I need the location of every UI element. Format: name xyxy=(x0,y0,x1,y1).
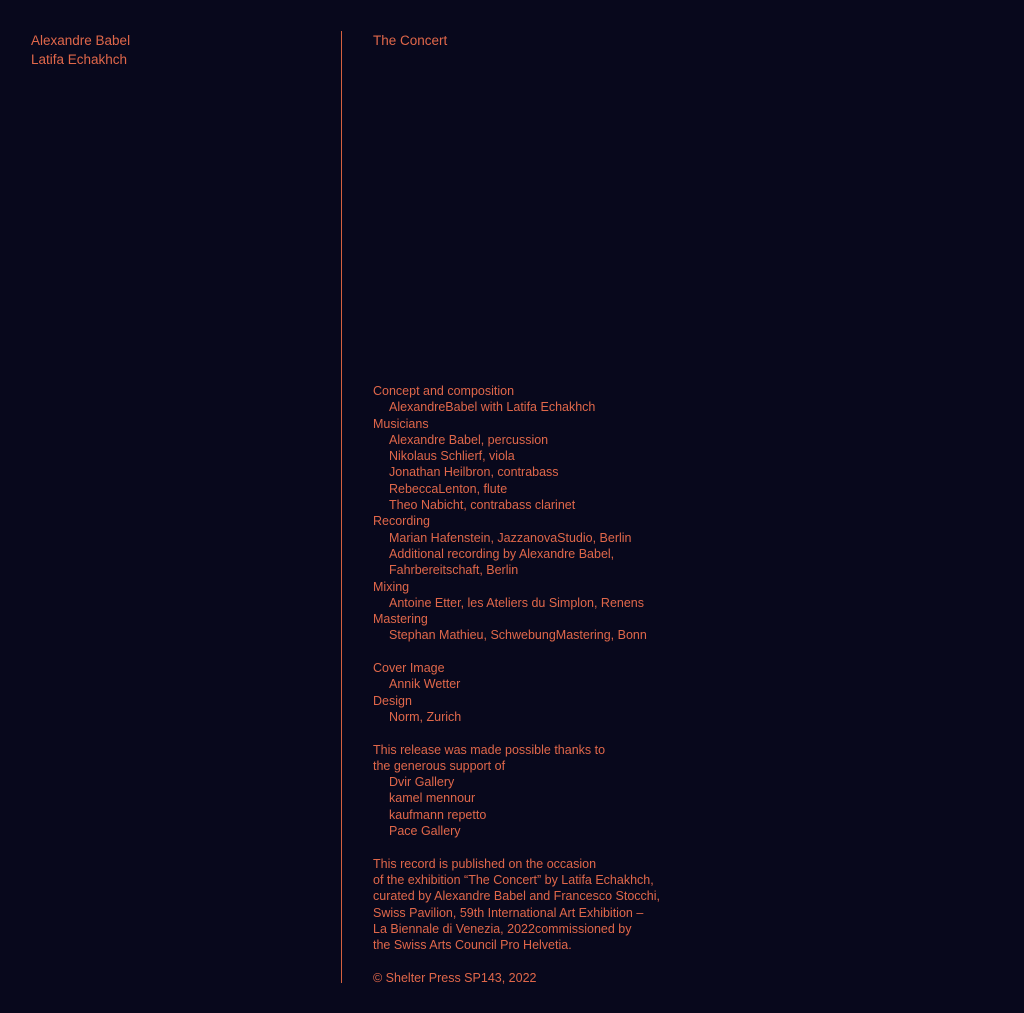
credit-heading: Concept and composition xyxy=(373,384,515,398)
credit-heading: Design xyxy=(373,693,412,708)
vertical-divider xyxy=(341,31,342,983)
spacer xyxy=(373,644,703,660)
credit-heading: Swiss Pavilion, 59th International Art Exhibition – xyxy=(373,905,644,920)
credit-heading: Cover Image xyxy=(373,661,445,676)
credit-heading: Recording xyxy=(373,514,430,529)
credit-heading: of the exhibition “The Concert” by Latifa Echakhch, xyxy=(373,872,654,887)
credit-heading: © Shelter Press SP143, 2022 xyxy=(373,970,537,985)
credit-detail: Additional recording by Alexandre Babel, xyxy=(389,546,615,561)
credit-detail: Pace Gallery xyxy=(389,824,461,839)
credit-detail: kaufmann repetto xyxy=(389,807,487,822)
credit-heading: the generous support of xyxy=(373,758,506,773)
credit-detail: RebeccaLenton, flute xyxy=(389,481,508,496)
album-title: The Concert xyxy=(373,33,448,48)
credit-heading: Mixing xyxy=(373,579,410,594)
credit-heading: This record is published on the occasion xyxy=(373,856,597,871)
spacer xyxy=(373,725,703,741)
credit-detail: AlexandreBabel with Latifa Echakhch xyxy=(389,400,596,415)
credit-heading: La Biennale di Venezia, 2022commissioned by xyxy=(373,921,632,936)
credit-detail: Antoine Etter, les Ateliers du Simplon, Renens xyxy=(389,595,645,610)
credit-detail: Alexandre Babel, percussion xyxy=(389,432,549,447)
credit-detail: Annik Wetter xyxy=(389,677,461,692)
credit-heading: the Swiss Arts Council Pro Helvetia. xyxy=(373,938,572,953)
artist-names xyxy=(31,31,130,69)
credit-detail: Norm, Zurich xyxy=(389,709,462,724)
credit-heading: Mastering xyxy=(373,612,428,627)
spacer xyxy=(373,953,703,969)
credit-detail: Fahrbereitschaft, Berlin xyxy=(389,563,519,578)
credit-detail: Stephan Mathieu, SchwebungMastering, Bonn xyxy=(389,628,647,643)
credit-heading: Musicians xyxy=(373,416,429,431)
credit-detail: Jonathan Heilbron, contrabass xyxy=(389,465,559,480)
credit-detail: kamel mennour xyxy=(389,791,476,806)
artist-name: Alexandre Babel xyxy=(31,33,131,48)
credit-detail: Nikolaus Schlierf, viola xyxy=(389,449,515,464)
credit-detail: Marian Hafenstein, JazzanovaStudio, Berlin xyxy=(389,530,632,545)
credit-heading: This release was made possible thanks to xyxy=(373,742,606,757)
credit-detail: Theo Nabicht, contrabass clarinet xyxy=(389,498,576,513)
credit-detail: Dvir Gallery xyxy=(389,775,455,790)
credit-heading: curated by Alexandre Babel and Francesco Stocchi, xyxy=(373,889,660,904)
spacer xyxy=(373,839,703,855)
artist-name: Latifa Echakhch xyxy=(31,52,128,67)
credits-block xyxy=(373,383,703,986)
